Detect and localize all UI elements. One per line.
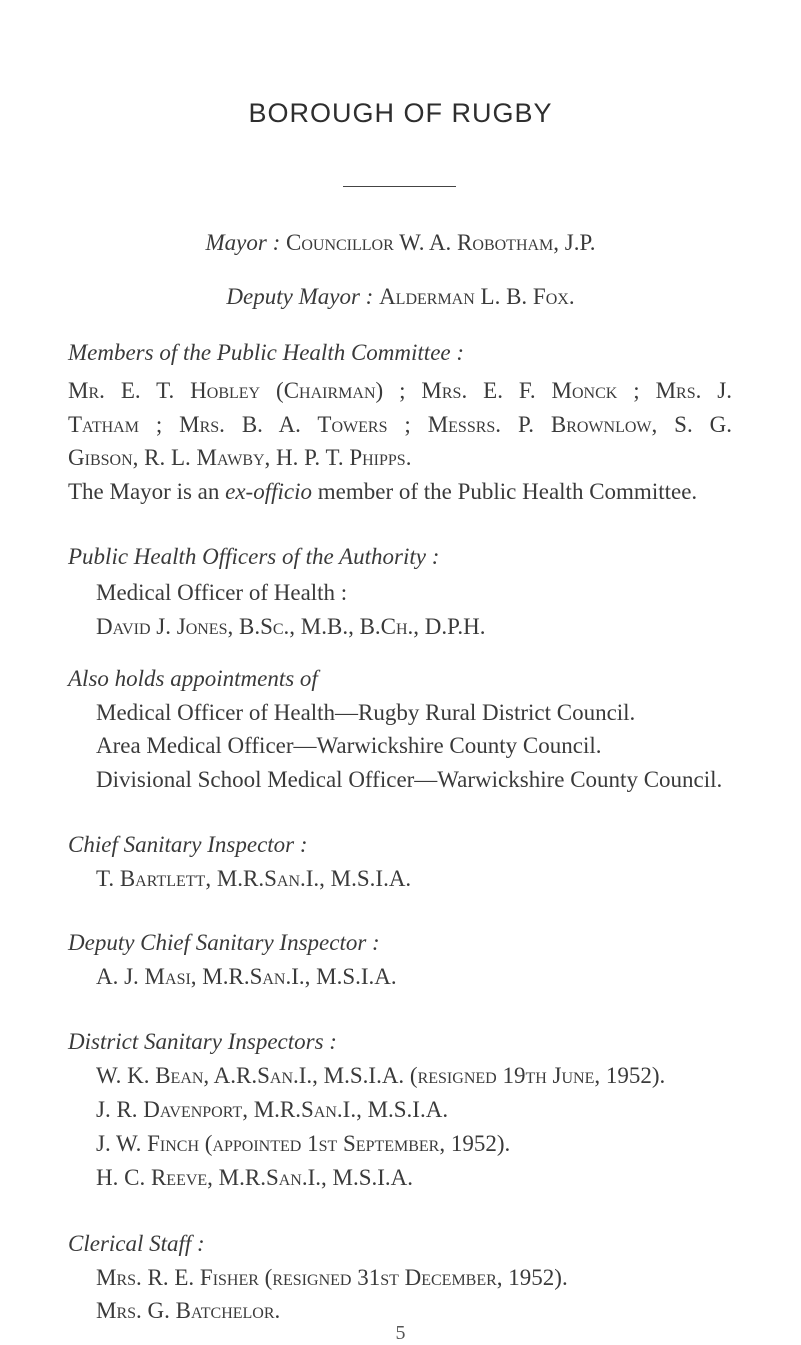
clerical-item: Mrs. R. E. Fisher (resigned 31st December, 1952). bbox=[96, 1265, 568, 1290]
page-number: 5 bbox=[395, 1322, 406, 1344]
committee-note-pre: The Mayor is an bbox=[68, 479, 226, 504]
moh-role: Medical Officer of Health : bbox=[96, 580, 348, 605]
committee-note-post: member of the Public Health Committee. bbox=[312, 479, 698, 504]
mayor-name: Councillor W. A. Robotham, J.P. bbox=[286, 230, 596, 255]
district-inspector-item: J. R. Davenport, M.R.San.I., M.S.I.A. bbox=[96, 1097, 449, 1122]
committee-note-italic: ex-officio bbox=[225, 479, 312, 504]
district-inspectors-heading: District Sanitary Inspectors : bbox=[68, 1029, 337, 1054]
committee-heading: Members of the Public Health Committee : bbox=[68, 340, 465, 365]
mayor-line bbox=[0, 228, 801, 258]
deputy-inspector-heading: Deputy Chief Sanitary Inspector : bbox=[68, 930, 380, 955]
clerical-item: Mrs. G. Batchelor. bbox=[96, 1298, 281, 1323]
committee-line-3: Gibson, R. L. Mawby, H. P. T. Phipps. bbox=[68, 445, 412, 470]
district-inspector-item: H. C. Reeve, M.R.San.I., M.S.I.A. bbox=[96, 1165, 414, 1190]
appointments-heading: Also holds appointments of bbox=[68, 666, 318, 691]
page-title: BOROUGH OF RUGBY bbox=[248, 98, 553, 128]
chief-inspector-heading: Chief Sanitary Inspector : bbox=[68, 832, 308, 857]
appointment-item: Divisional School Medical Officer—Warwickshire County Council. bbox=[96, 767, 723, 792]
deputy-inspector-name: A. J. Masi, M.R.San.I., M.S.I.A. bbox=[96, 964, 397, 989]
officers-heading: Public Health Officers of the Authority : bbox=[68, 544, 440, 569]
district-inspector-item: W. K. Bean, A.R.San.I., M.S.I.A. (resigned 19th June, 1952). bbox=[96, 1063, 666, 1088]
appointment-item: Area Medical Officer—Warwickshire County Council. bbox=[96, 733, 602, 758]
appointment-item: Medical Officer of Health—Rugby Rural District Council. bbox=[96, 700, 636, 725]
chief-inspector-name: T. Bartlett, M.R.San.I., M.S.I.A. bbox=[96, 866, 412, 891]
deputy-mayor-line bbox=[0, 282, 801, 312]
mayor-label: Mayor : bbox=[205, 230, 281, 255]
title-divider bbox=[343, 186, 456, 187]
committee-line-2: Tatham ; Mrs. B. A. Towers ; Messrs. P. Brownlow, S. G. bbox=[68, 412, 732, 437]
moh-name: David J. Jones, B.Sc., M.B., B.Ch., D.P.H. bbox=[96, 614, 486, 639]
committee-note bbox=[68, 477, 697, 507]
deputy-mayor-label: Deputy Mayor : bbox=[226, 284, 374, 309]
committee-line-1: Mr. E. T. Hobley (Chairman) ; Mrs. E. F. Monck ; Mrs. J. bbox=[68, 378, 732, 403]
deputy-mayor-name: Alderman L. B. Fox. bbox=[379, 284, 575, 309]
clerical-heading: Clerical Staff : bbox=[68, 1231, 205, 1256]
district-inspector-item: J. W. Finch (appointed 1st September, 1952). bbox=[96, 1131, 511, 1156]
